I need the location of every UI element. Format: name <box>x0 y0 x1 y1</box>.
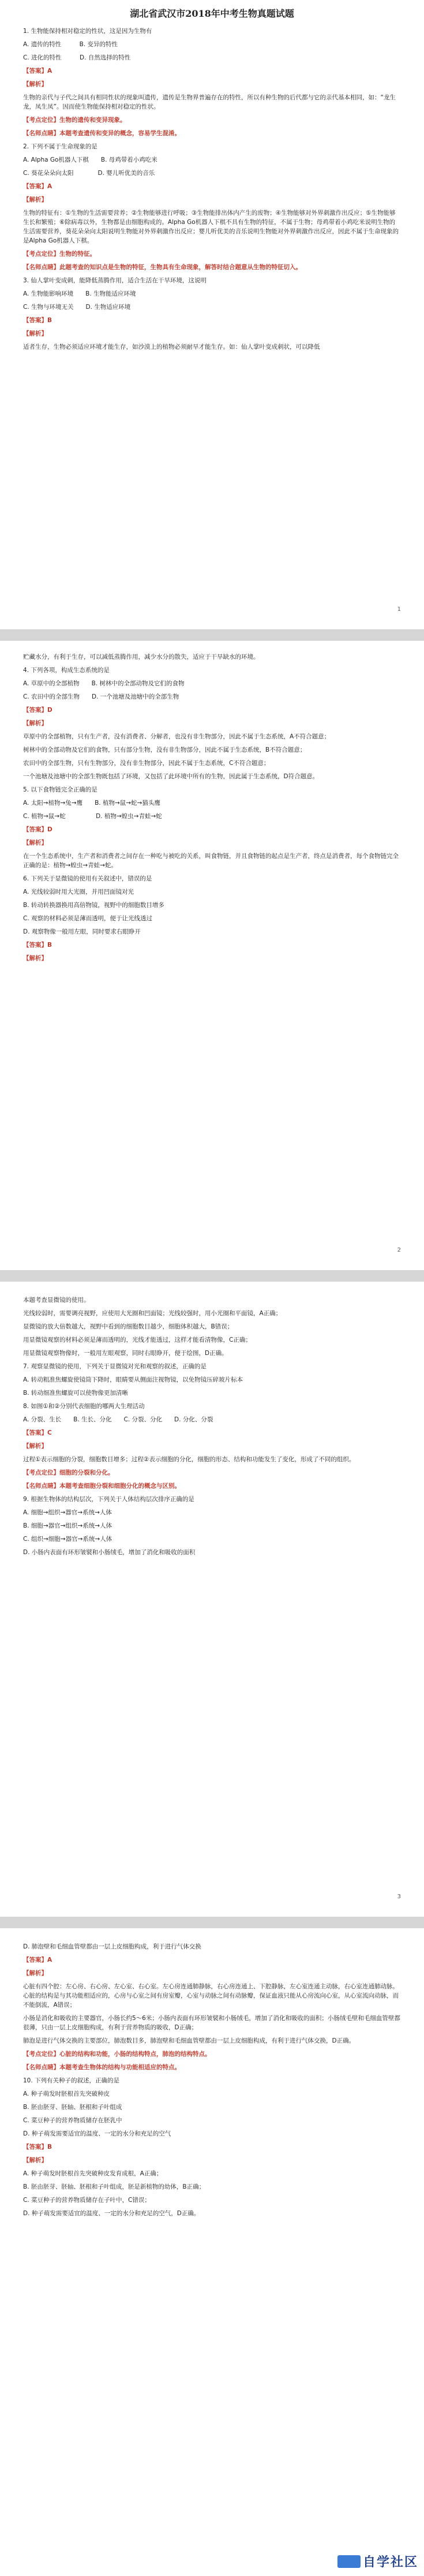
text-line: 9. 根据生物体的结构层次，下列关于人体结构层次排序正确的是 <box>23 1496 194 1503</box>
text-line: A. 种子萌发时胚根首先突破种皮 <box>23 2090 110 2097</box>
watermark-logo-icon <box>337 2555 361 2568</box>
text-line: 【答案】A <box>23 68 52 74</box>
page-separator <box>0 1917 424 1928</box>
text-line: 生物的亲代与子代之间具有相同性状的现象叫遗传，遗传是生物界普遍存在的特性，所以有种生物的后代都与它的亲代基本相同，如：“龙生龙，凤生凤”。因而使生物能保持相对稳定的性状。 <box>23 94 396 110</box>
text-line: 【考点定位】细胞的分裂和分化。 <box>23 1469 114 1476</box>
text-line: C. 农田中的全部生物 D. 一个池塘及池塘中的全部生物 <box>23 693 179 700</box>
text-line: 显微镜的放大倍数越大，视野中看到的细胞数目越少，细胞体积越大，B错误； <box>23 1323 234 1330</box>
text-line: B. 胚由胚芽、胚轴、胚根和子叶组成，胚是新植物的幼体，B正确； <box>23 2183 205 2190</box>
text-line: 【解析】 <box>23 330 47 337</box>
text-line: 7. 观察显微镜的使用，下列关于显微镜对光和观察的叙述，正确的是 <box>23 1363 207 1370</box>
text-line: B. 转动转换器换用高倍物镜，视野中的细胞数目增多 <box>23 902 164 909</box>
text-line: D. 小肠内表面有环形皱襞和小肠绒毛，增加了消化和吸收的面积 <box>23 1549 196 1556</box>
text-line: 【解析】 <box>23 2157 47 2164</box>
text-line: C. 组织→细胞→器官→系统→人体 <box>23 1536 112 1543</box>
text-line: 【名师点睛】本题考查生物体的结构与功能相适应的特点。 <box>23 2064 181 2071</box>
text-line: 光线较弱时，需要调亮视野，应使用大光圈和凹面镜；光线较强时，用小光圈和平面镜，A正确； <box>23 1310 282 1317</box>
text-line: 适者生存，生物必须适应环境才能生存，如沙漠上的植物必须耐旱才能生存。如：仙人掌叶变成刺状，可以降低 <box>23 344 320 350</box>
text-line: D. 种子萌发需要适宜的温度、一定的水分和充足的空气 <box>23 2130 171 2137</box>
text-line: C. 进化的特性 D. 自然选择的特性 <box>23 54 131 61</box>
text-line: A. 转动粗准焦螺旋使镜筒下降时，眼睛要从侧面注视物镜，以免物镜压碎玻片标本 <box>23 1376 243 1383</box>
text-line: 【解析】 <box>23 81 47 88</box>
text-line: 【解析】 <box>23 1970 47 1977</box>
text-line: 【名师点睛】此题考查的知识点是生物的特征，生物具有生命现象，解答时结合题意从生物的特征切入。 <box>23 264 302 271</box>
text-line: 10. 下列有关种子的叙述，正确的是 <box>23 2077 120 2084</box>
text-line: 树林中的全部动物及它们的食物，只有部分生物，没有非生物部分，因此不属于生态系统，B不符合题意； <box>23 746 306 753</box>
text-line: 小肠是消化和吸收的主要器官，小肠长约5～6米；小肠内表面有环形皱襞和小肠绒毛，增加了消化和吸收的面积；小肠绒毛壁和毛细血管壁都很薄，只由一层上皮细胞构成，有利于营养物质的吸收，D正确； <box>23 2015 400 2031</box>
text-line: 【解析】 <box>23 1443 47 1450</box>
text-line: 【考点定位】心脏的结构和功能，小肠的结构特点，肺泡的结构特点。 <box>23 2051 211 2058</box>
document-page-1 <box>0 0 424 629</box>
text-line: A. 分裂、生长 B. 生长、分化 C. 分裂、分化 D. 分化、分裂 <box>23 1416 213 1423</box>
text-line: 5. 以下食物链完全正确的是 <box>23 786 97 793</box>
text-line: A. 遗传的特性 B. 变异的特性 <box>23 41 118 48</box>
text-line: 草原中的全部植物，只有生产者，没有消费者、分解者，也没有非生物部分，因此不属于生态系统，A不符合题意； <box>23 733 331 740</box>
document-page-2 <box>0 641 424 1270</box>
text-line: 【解析】 <box>23 839 47 846</box>
page-4-body <box>23 1942 401 2218</box>
text-line: A. 草原中的全部植物 B. 树林中的全部动物及它们的食物 <box>23 680 185 687</box>
text-line: 3. 仙人掌叶变成刺，能降低蒸腾作用，适合生活在干旱环境，这说明 <box>23 277 207 284</box>
text-line: 【考点定位】生物的特征。 <box>23 251 96 257</box>
text-line: A. 细胞→组织→器官→系统→人体 <box>23 1509 112 1516</box>
text-line: 在一个生态系统中，生产者和消费者之间存在一种吃与被吃的关系，叫食物链，并且食物链的起点是生产者，终点是消费者，每个食物链完全正确的是：植物→蝗虫→青蛙→蛇。 <box>23 853 399 869</box>
text-line: C. 菜豆种子的营养物质储存在子叶中，C错误； <box>23 2197 151 2204</box>
text-line: 用显微镜观察物像时，一般用左眼观察，同时右眼睁开，便于绘图，D正确。 <box>23 1350 228 1357</box>
text-line: B. 胚由胚芽、胚轴、胚根和子叶组成 <box>23 2104 122 2111</box>
text-line: 6. 下列关于显微镜的使用有关叙述中，错误的是 <box>23 875 152 882</box>
text-line: A. 种子萌发时胚根首先突破种皮发育成根，A正确； <box>23 2170 163 2177</box>
text-line: D. 种子萌发需要适宜的温度、一定的水分和充足的空气，D正确。 <box>23 2210 200 2217</box>
text-line: 【名师点睛】本题考查细胞分裂和细胞分化的概念与区别。 <box>23 1483 181 1489</box>
text-line: D. 观察物像一般用左眼，同时要求右眼睁开 <box>23 928 141 935</box>
text-line: 【解析】 <box>23 720 47 727</box>
text-line: 2. 下列不属于生命现象的是 <box>23 143 97 150</box>
text-line: 【解析】 <box>23 955 47 962</box>
text-line: 肺泡是进行气体交换的主要部位，肺泡数目多，肺泡壁和毛细血管壁都由一层上皮细胞构成，有利于进行气体交换，D正确。 <box>23 2037 355 2044</box>
site-watermark <box>337 2552 418 2570</box>
text-line: 【答案】B <box>23 2144 52 2151</box>
document-page-3 <box>0 1282 424 1917</box>
text-line: 1. 生物能保持相对稳定的性状，这是因为生物有 <box>23 28 152 35</box>
page-number: 1 <box>397 606 401 613</box>
page-3-body <box>23 1296 401 1557</box>
text-line: 【答案】A <box>23 183 52 190</box>
page-number: 3 <box>397 1894 401 1900</box>
text-line: 【答案】B <box>23 942 52 949</box>
text-line: A. 太阳→植物→兔→鹰 B. 植物→鼠→蛇→猫头鹰 <box>23 800 160 807</box>
text-line: A. 光线较弱时用大光圈，并用凹面镜对光 <box>23 888 134 895</box>
document-page-4 <box>0 1928 424 2576</box>
text-line: B. 细胞→器官→组织→系统→人体 <box>23 1522 112 1529</box>
page-number: 2 <box>397 1247 401 1253</box>
text-line: 【答案】B <box>23 317 52 324</box>
text-line: 【考点定位】生物的遗传和变异现象。 <box>23 117 126 124</box>
page-1-body <box>23 27 401 352</box>
text-line: 生物的特征有：①生物的生活需要营养；②生物能够进行呼吸；③生物能排出体内产生的废物；④生物能够对外界刺激作出反应；⑤生物能够生长和繁殖；⑥除病毒以外，生物都是由细胞构成的。Alpha Go机器人下棋不具有生物的特征，不属于生物；母鸡带着小鸡吃米说明生物的生活需要营养，葵花朵朵向太阳说明生物能对外界刺激作出反应；婴儿听优美的音乐说明生物能对外界刺激作出反应，因此不属于生命现象的是Alpha Go机器人下棋。 <box>23 210 399 244</box>
text-line: 【答案】D <box>23 707 52 714</box>
text-line: A. 生物能影响环境 B. 生物能适应环境 <box>23 290 136 297</box>
text-line: D. 肺泡壁和毛细血管壁都由一层上皮细胞构成，利于进行气体交换 <box>23 1943 201 1950</box>
text-line: 本题考查显微镜的使用。 <box>23 1297 90 1304</box>
text-line: 过程①表示细胞的分裂，细胞数目增多；过程②表示细胞的分化，细胞的形态、结构和功能发生了变化，形成了不同的组织。 <box>23 1456 355 1463</box>
page-2-body <box>23 652 401 963</box>
page-separator <box>0 629 424 641</box>
text-line: 贮藏水分，有利于生存，可以减低蒸腾作用，减少水分的散失，适应于干旱缺水的环境。 <box>23 654 260 660</box>
text-line: 用显微镜观察的材料必须是薄而透明的，光线才能透过，这样才能看清物像，C正确； <box>23 1336 252 1343</box>
text-line: 【答案】D <box>23 826 52 833</box>
text-line: C. 生物与环境无关 D. 生物适应环境 <box>23 304 131 311</box>
text-line: 【答案】A <box>23 1957 52 1963</box>
text-line: 【名师点睛】本题考查遗传和变异的概念，容易学生混淆。 <box>23 130 181 137</box>
text-line: 4. 下列各项，构成生态系统的是 <box>23 667 110 674</box>
text-line: C. 观察的材料必须是薄而透明，便于让光线透过 <box>23 915 153 922</box>
text-line: 心脏有四个腔：左心房、右心房、左心室、右心室。左心房连通肺静脉，右心房连通上、下腔静脉，左心室连通主动脉，右心室连通肺动脉。心脏的结构是与其功能相适应的，心房与心室之间有房室瓣，心室与动脉之间有动脉瓣，保证血液只能从心房流向心室，从心室流向动脉，而不能倒流，A错误； <box>23 1983 399 2008</box>
text-line: 【解析】 <box>23 196 47 203</box>
text-line: C. 葵花朵朵向太阳 D. 婴儿听优美的音乐 <box>23 170 155 177</box>
text-line: 【答案】C <box>23 1429 52 1436</box>
text-line: 农田中的全部生物，只有生物部分，没有非生物部分，因此不属于生态系统，C不符合题意； <box>23 760 270 767</box>
text-line: C. 菜豆种子的营养物质储存在胚乳中 <box>23 2117 122 2124</box>
text-line: A. Alpha Go机器人下棋 B. 母鸡带着小鸡吃米 <box>23 156 157 163</box>
text-line: C. 植物→鼠→蛇 D. 植物→蝗虫→青蛙→蛇 <box>23 813 162 820</box>
page-separator <box>0 1270 424 1282</box>
text-line: B. 转动细准焦螺旋可以使物像更加清晰 <box>23 1390 128 1397</box>
text-line: 8. 如图①和②分别代表细胞的哪两大生理活动 <box>23 1403 145 1410</box>
text-line: 一个池塘及池塘中的全部生物既包括了环境，又包括了此环境中所有的生物，因此属于生态系统，D符合题意。 <box>23 773 319 780</box>
watermark-text: 自学社区 <box>362 2555 418 2570</box>
document-title: 湖北省武汉市2018年中考生物真题试题 <box>130 8 294 19</box>
